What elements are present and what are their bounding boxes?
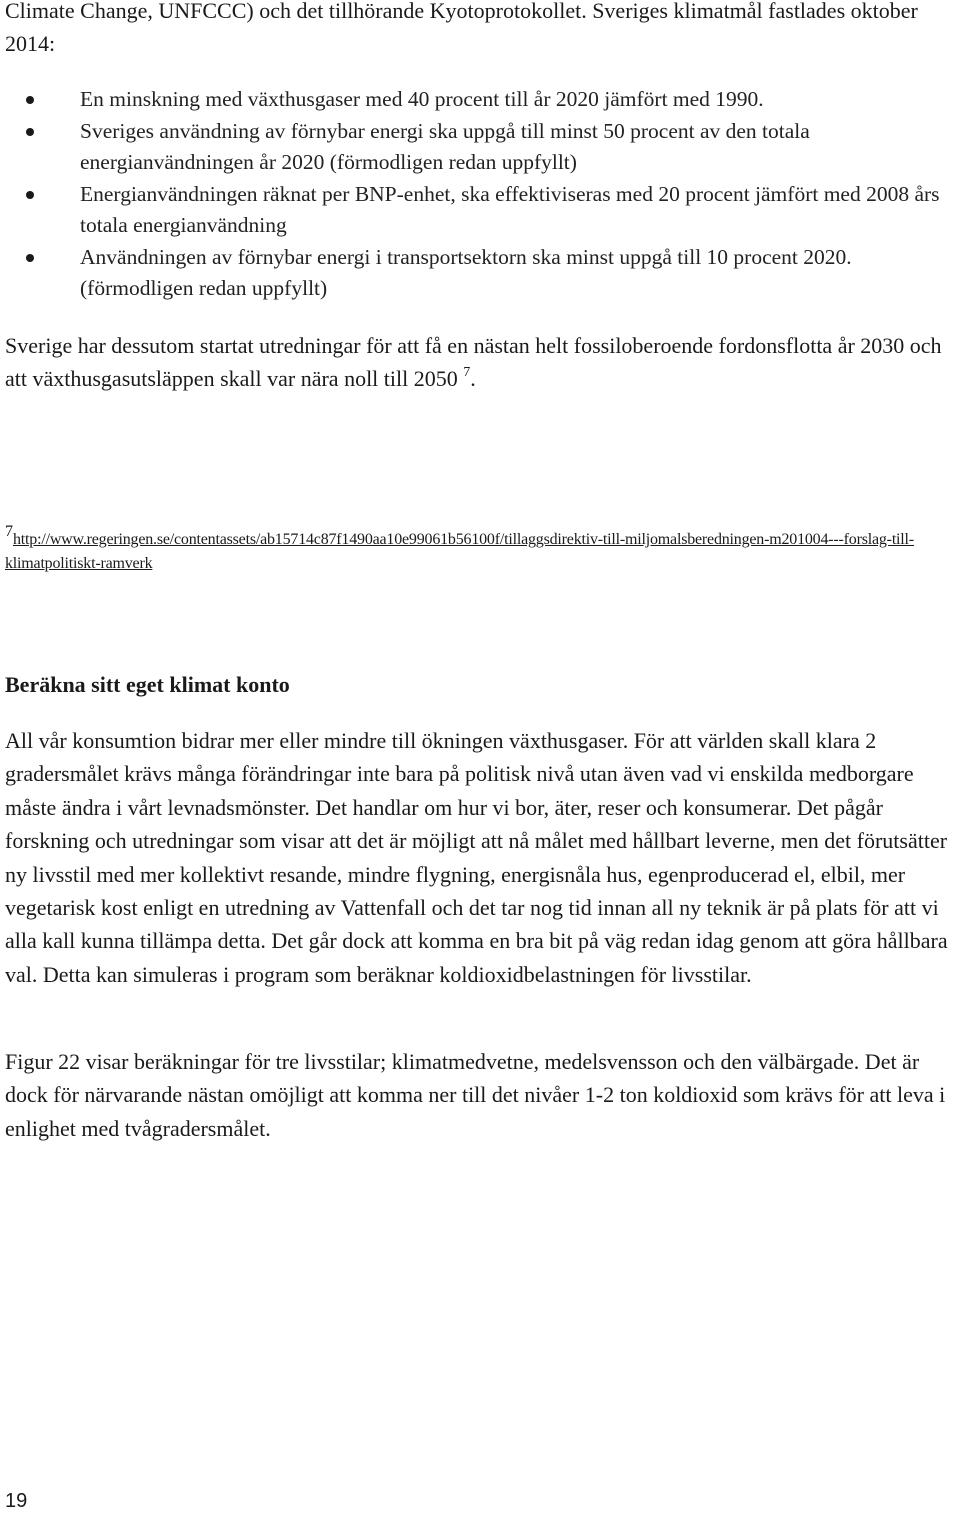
footnote-number: 7 [5, 523, 13, 540]
fossil-free-text: Sverige har dessutom startat utredningar för att få en nästan helt fossiloberoende fordonsflotta år 2030 och att växthusgasutsläppen skall var nära noll till 2050 [5, 333, 942, 391]
bullet-icon [26, 128, 34, 136]
list-item [0, 116, 950, 179]
footnote-link[interactable]: http://www.regeringen.se/contentassets/ab15714c87f1490aa10e99061b56100f/tillaggsdirektiv-till-miljomalsberedningen-m201004---forslag-till-klimatpolitiskt-ramverk [5, 531, 914, 572]
body-paragraph: Figur 22 visar beräkningar för tre livsstilar; klimatmedvetne, medelsvensson och den välbärgade. Det är dock för närvarande nästan omöjligt att komma ner till det nivåer 1-2 ton koldioxid som krävs för att leva i enlighet med tvågradersmålet. [5, 1049, 946, 1141]
bullet-icon [26, 254, 34, 262]
intro-paragraph: Climate Change, UNFCCC) och det tillhörande Kyotoprotokollet. Sveriges klimatmål fastlades oktober 2014: [5, 0, 918, 56]
list-item-text: Energianvändningen räknat per BNP-enhet, ska effektiviseras med 20 procent jämfört med 2008 års totala energianvändning [80, 181, 940, 237]
page-number: 19 [5, 1490, 28, 1512]
sentence-end: . [470, 366, 476, 391]
list-item [0, 242, 950, 305]
list-item [0, 179, 950, 242]
list-item-text: Sveriges användning av förnybar energi ska uppgå till minst 50 procent av den totala energianvändningen år 2020 (förmodligen redan uppfyllt) [80, 118, 810, 174]
footnote-reference[interactable]: 7 [463, 365, 471, 380]
bullet-icon [26, 191, 34, 199]
list-item [0, 84, 950, 116]
bullet-icon [26, 96, 34, 104]
list-item-text: En minskning med växthusgaser med 40 procent till år 2020 jämfört med 1990. [80, 87, 764, 111]
body-paragraph: All vår konsumtion bidrar mer eller mindre till ökningen växthusgaser. För att världen skall klara 2 gradersmålet krävs många förändringar inte bara på politisk nivå utan även vad vi enskilda medborgare måste ändra i vårt levnadsmönster. Det handlar om hur vi bor, äter, reser och konsumerar. Det pågår forskning och utredningar som visar att det är möjligt att nå målet med hållbart leverne, men det förutsätter ny livsstil med mer kollektivt resande, mindre flygning, energisnåla hus, egenproducerad el, elbil, mer vegetarisk kost enligt en utredning av Vattenfall och det tar nog tid innan all ny teknik är på plats för att vi alla kall kunna tillämpa detta. Det går dock att komma en bra bit på väg redan idag genom att göra hållbara val. Detta kan simuleras i program som beräknar koldioxidbelastningen för livsstilar. [5, 728, 948, 987]
fossil-free-paragraph [5, 329, 955, 395]
climate-goals-list [0, 84, 950, 305]
section-heading: Beräkna sitt eget klimat konto [5, 672, 290, 697]
list-item-text: Användningen av förnybar energi i transportsektorn ska minst uppgå till 10 procent 2020. (förmodligen redan uppfyllt) [80, 244, 852, 300]
footnote [5, 523, 955, 576]
